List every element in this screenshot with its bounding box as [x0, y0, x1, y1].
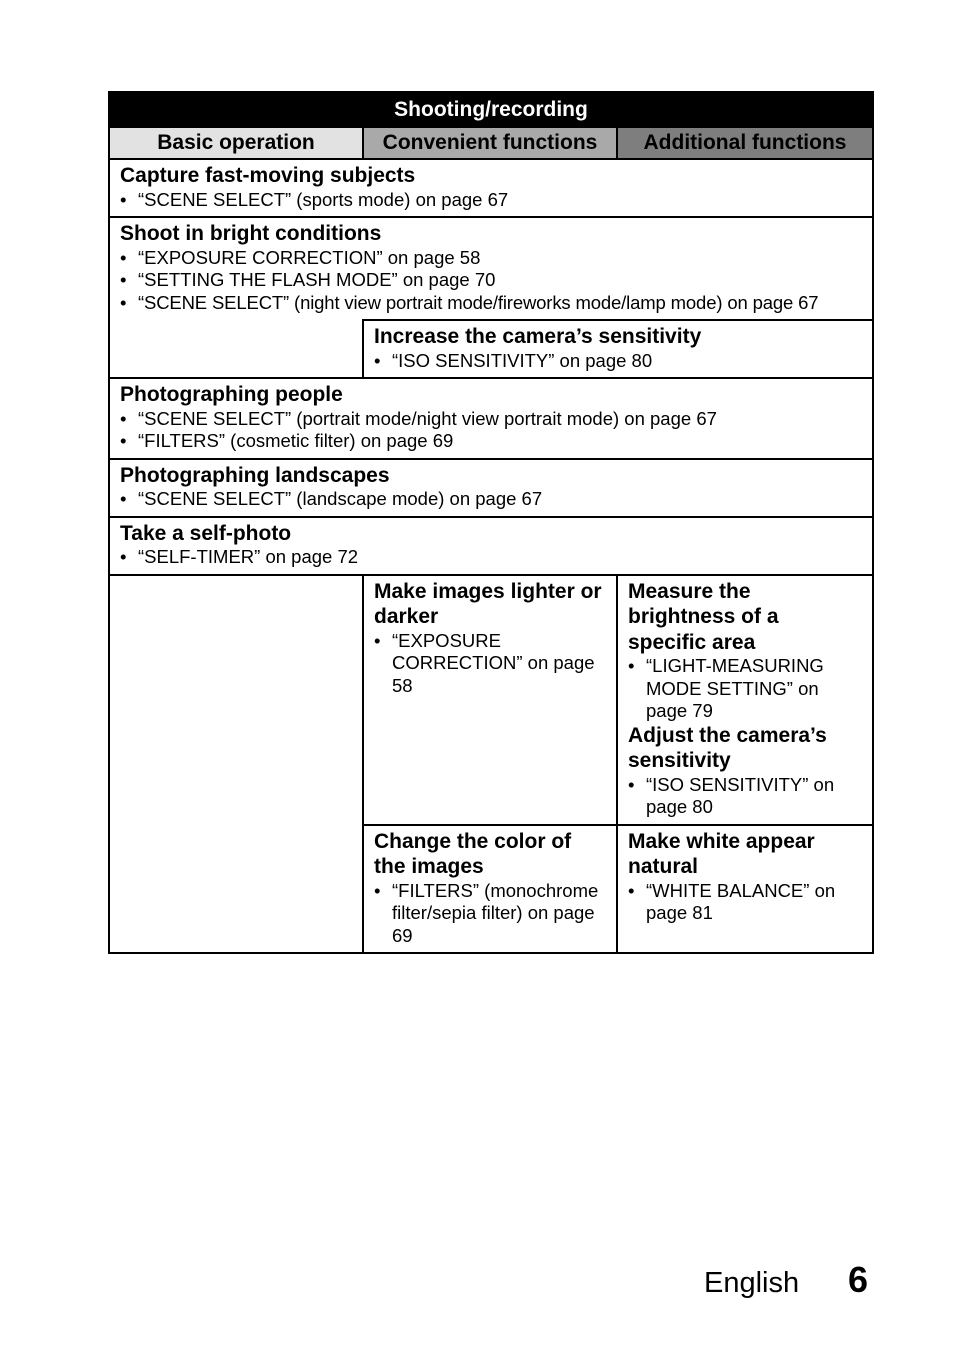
list-item: • “ISO SENSITIVITY” on page 80 — [374, 350, 862, 373]
cell-lighter-darker — [363, 575, 617, 825]
row-increase-sensitivity — [363, 320, 873, 378]
cell-measure-brightness — [617, 575, 873, 825]
column-additional-functions: Additional functions — [617, 127, 873, 159]
section-title: Photographing people — [120, 383, 343, 406]
list-item: • “ISO SENSITIVITY” on page 80 — [628, 774, 862, 819]
column-basic-operation: Basic operation — [109, 127, 363, 159]
list-item: • “SCENE SELECT” (night view portrait mode/fireworks mode/lamp mode) on page 67 — [120, 292, 862, 315]
section-title: Make white appear natural — [628, 829, 815, 878]
list-item: • “FILTERS” (cosmetic filter) on page 69 — [120, 430, 862, 453]
table-header: Shooting/recording — [109, 92, 873, 127]
list-item: • “WHITE BALANCE” on page 81 — [628, 880, 862, 925]
list-item: • “EXPOSURE CORRECTION” on page 58 — [120, 247, 862, 270]
list-item: • “EXPOSURE CORRECTION” on page 58 — [374, 630, 606, 698]
list-item: • “SETTING THE FLASH MODE” on page 70 — [120, 269, 862, 292]
section-title: Adjust the camera’s sensitivity — [628, 723, 827, 772]
empty-cell — [109, 575, 363, 954]
section-title: Take a self-photo — [120, 521, 292, 545]
list-item: • “FILTERS” (monochrome filter/sepia filter) on page 69 — [374, 880, 606, 948]
row-self-photo — [109, 517, 873, 575]
page-number: 6 — [848, 1259, 869, 1300]
list-item: • “SCENE SELECT” (sports mode) on page 67 — [120, 189, 862, 212]
section-title: Measure the brightness of a specific area — [628, 579, 779, 654]
cell-white-natural — [617, 825, 873, 954]
empty-cell — [109, 320, 363, 378]
shooting-recording-table — [108, 91, 874, 954]
list-item: • “LIGHT-MEASURING MODE SETTING” on page 79 — [628, 655, 862, 723]
section-title: Capture fast-moving subjects — [120, 164, 416, 187]
row-capture-fast-moving — [109, 159, 873, 217]
section-title: Shoot in bright conditions — [120, 222, 382, 245]
row-bright-conditions — [109, 217, 873, 320]
section-title: Photographing landscapes — [120, 463, 390, 487]
column-convenient-functions: Convenient functions — [363, 127, 617, 159]
list-item: • “SELF-TIMER” on page 72 — [120, 546, 862, 569]
section-title: Change the color of the images — [374, 829, 572, 878]
row-photographing-people — [109, 378, 873, 459]
cell-change-color — [363, 825, 617, 954]
list-item: • “SCENE SELECT” (landscape mode) on page 67 — [120, 488, 862, 511]
list-item: • “SCENE SELECT” (portrait mode/night view portrait mode) on page 67 — [120, 408, 862, 431]
section-title: Make images lighter or darker — [374, 579, 602, 628]
footer-language: English — [704, 1267, 800, 1299]
row-photographing-landscapes — [109, 459, 873, 517]
section-title: Increase the camera’s sensitivity — [374, 325, 702, 348]
